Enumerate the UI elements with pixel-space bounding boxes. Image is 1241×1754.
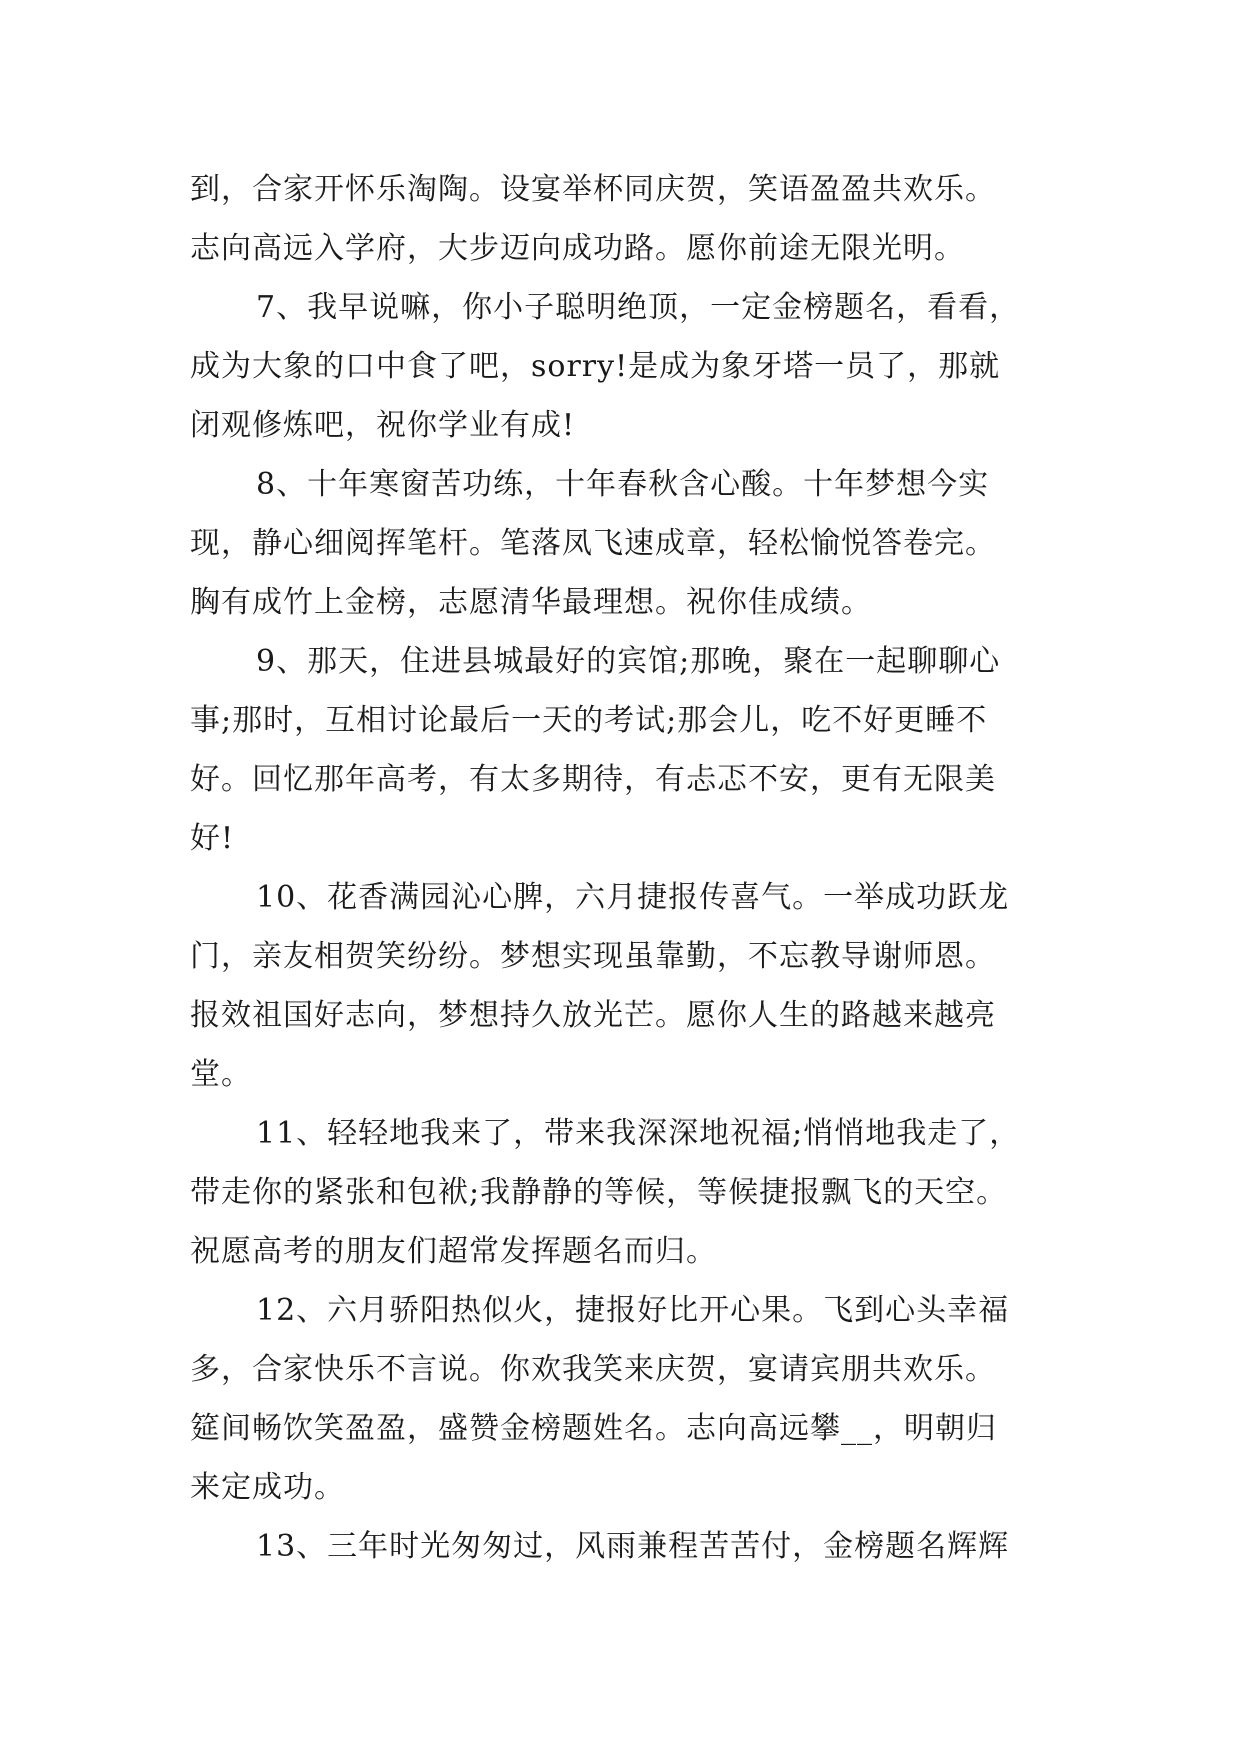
- paragraph-13: [190, 1517, 1070, 1576]
- text-line: 胸有成竹上金榜，志愿清华最理想。祝你佳成绩。: [190, 585, 872, 620]
- text-line: 祝愿高考的朋友们超常发挥题名而归。: [190, 1234, 717, 1269]
- text-line: 7、我早说嘛，你小子聪明绝顶，一定金榜题名，看看，: [256, 290, 1021, 325]
- text-line: 堂。: [190, 1057, 252, 1092]
- text-line: 门，亲友相贺笑纷纷。梦想实现虽靠勤，不忘教导谢师恩。: [190, 939, 996, 974]
- text-line: 成为大象的口中食了吧，sorry!是成为象牙塔一员了，那就: [190, 349, 1001, 384]
- paragraph-9: [190, 632, 1070, 868]
- text-line: 12、六月骄阳热似火，捷报好比开心果。飞到心头幸福: [256, 1293, 1010, 1328]
- paragraph-7: [190, 278, 1070, 455]
- text-line: 13、三年时光匆匆过，风雨兼程苦苦付，金榜题名辉辉: [256, 1529, 1010, 1564]
- text-line: 筵间畅饮笑盈盈，盛赞金榜题姓名。志向高远攀__，明朝归: [190, 1411, 997, 1446]
- paragraph-10: [190, 868, 1070, 1104]
- text-line: 多，合家快乐不言说。你欢我笑来庆贺，宴请宾朋共欢乐。: [190, 1352, 996, 1387]
- text-line: 9、那天，住进县城最好的宾馆;那晚，聚在一起聊聊心: [256, 644, 1001, 679]
- text-line: 10、花香满园沁心脾，六月捷报传喜气。一举成功跃龙: [256, 880, 1010, 915]
- text-line: 事;那时，互相讨论最后一天的考试;那会儿，吃不好更睡不: [190, 703, 988, 738]
- text-line: 带走你的紧张和包袱;我静静的等候，等候捷报飘飞的天空。: [190, 1175, 1008, 1210]
- text-line: 好!: [190, 821, 235, 856]
- text-line: 来定成功。: [190, 1470, 345, 1505]
- text-line: 8、十年寒窗苦功练，十年春秋含心酸。十年梦想今实: [256, 467, 990, 502]
- paragraph-11: [190, 1104, 1070, 1281]
- text-line: 好。回忆那年高考，有太多期待，有忐忑不安，更有无限美: [190, 762, 996, 797]
- text-line: 报效祖国好志向，梦想持久放光芒。愿你人生的路越来越亮: [190, 998, 996, 1033]
- text-line: 11、轻轻地我来了，带来我深深地祝福;悄悄地我走了，: [256, 1116, 1021, 1151]
- paragraph-6-continued: [190, 160, 1070, 278]
- text-line: 现，静心细阅挥笔杆。笔落凤飞速成章，轻松愉悦答卷完。: [190, 526, 996, 561]
- document-body: [190, 160, 1070, 1576]
- text-line: 志向高远入学府，大步迈向成功路。愿你前途无限光明。: [190, 231, 965, 266]
- text-line: 到，合家开怀乐淘陶。设宴举杯同庆贺，笑语盈盈共欢乐。: [190, 172, 996, 207]
- paragraph-12: [190, 1281, 1070, 1517]
- paragraph-8: [190, 455, 1070, 632]
- text-line: 闭观修炼吧，祝你学业有成!: [190, 408, 576, 443]
